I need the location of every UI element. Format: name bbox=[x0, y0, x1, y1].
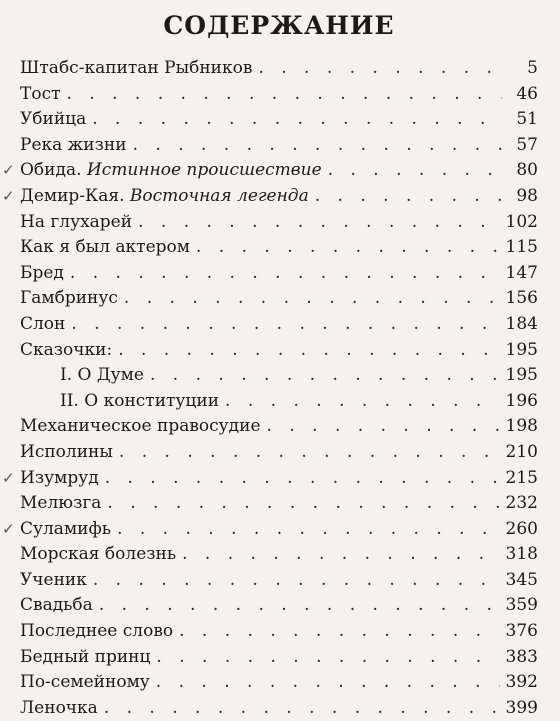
toc-entry[interactable] bbox=[20, 261, 538, 287]
dot-leader bbox=[138, 210, 499, 236]
toc-entry[interactable] bbox=[2, 158, 538, 184]
toc-entry[interactable] bbox=[20, 491, 538, 517]
dot-leader bbox=[196, 235, 500, 261]
toc-entry[interactable] bbox=[20, 286, 538, 312]
entry-title: Механическое правосудие bbox=[20, 416, 261, 437]
toc-subentry[interactable] bbox=[20, 363, 538, 389]
entry-title: Слон bbox=[20, 313, 66, 334]
toc-entry[interactable] bbox=[20, 619, 538, 645]
toc-entry[interactable] bbox=[2, 517, 538, 543]
dot-leader bbox=[99, 593, 500, 619]
page-number: 51 bbox=[516, 109, 538, 130]
toc-entry[interactable] bbox=[20, 312, 538, 338]
entry-subtitle: Восточная легенда bbox=[129, 185, 309, 206]
entry-title: Сказочки: bbox=[20, 339, 113, 360]
check-mark-icon: ✓ bbox=[2, 519, 15, 538]
entry-title: II. О конституции bbox=[60, 390, 220, 411]
dot-leader bbox=[225, 389, 500, 415]
entry-title: Изумруд bbox=[20, 467, 99, 488]
page-number: 115 bbox=[505, 237, 538, 258]
page-title: СОДЕРЖАНИЕ bbox=[163, 11, 395, 40]
dot-leader bbox=[182, 542, 499, 568]
toc-entry[interactable] bbox=[20, 645, 538, 671]
page-number: 80 bbox=[516, 160, 538, 181]
check-mark-icon: ✓ bbox=[2, 186, 15, 205]
toc-entry[interactable] bbox=[2, 184, 538, 210]
page-number: 399 bbox=[505, 697, 538, 718]
entry-title: Демир-Кая. Восточная легенда bbox=[20, 185, 309, 206]
page-number: 215 bbox=[505, 467, 538, 488]
entry-title: Бедный принц bbox=[20, 646, 151, 667]
toc-entry[interactable] bbox=[20, 414, 538, 440]
entry-title: Свадьба bbox=[20, 595, 93, 616]
page-number: 392 bbox=[505, 672, 538, 693]
toc-entry[interactable] bbox=[20, 56, 538, 82]
toc-entry[interactable] bbox=[20, 670, 538, 696]
entry-title: Леночка bbox=[20, 697, 98, 718]
dot-leader bbox=[70, 261, 500, 287]
entry-title: Река жизни bbox=[20, 134, 127, 155]
entry-title: Суламифь bbox=[20, 518, 112, 539]
entry-title: Тост bbox=[20, 83, 61, 104]
page-number: 195 bbox=[505, 339, 538, 360]
dot-leader bbox=[267, 414, 500, 440]
page-number: 345 bbox=[505, 569, 538, 590]
dot-leader bbox=[67, 82, 503, 108]
page-number: 57 bbox=[516, 134, 538, 155]
toc-entry[interactable] bbox=[20, 107, 538, 133]
entry-title: Морская болезнь bbox=[20, 544, 177, 565]
entry-title: Ученик bbox=[20, 569, 87, 590]
entry-title: Последнее слово bbox=[20, 621, 174, 642]
entry-title: Как я был актером bbox=[20, 237, 190, 258]
dot-leader bbox=[119, 440, 500, 466]
toc-entry[interactable] bbox=[20, 82, 538, 108]
page-number: 260 bbox=[505, 518, 538, 539]
dot-leader bbox=[93, 568, 500, 594]
entry-title: Бред bbox=[20, 262, 64, 283]
dot-leader bbox=[92, 107, 502, 133]
entry-title: Убийца bbox=[20, 109, 87, 130]
entry-title: Мелюзга bbox=[20, 493, 102, 514]
page-number: 376 bbox=[505, 621, 538, 642]
page-number: 232 bbox=[505, 493, 538, 514]
page-number: 383 bbox=[505, 646, 538, 667]
dot-leader bbox=[107, 491, 499, 517]
check-mark-icon: ✓ bbox=[2, 161, 15, 180]
page-number: 156 bbox=[505, 288, 538, 309]
dot-leader bbox=[315, 184, 502, 210]
toc-entry[interactable] bbox=[20, 593, 538, 619]
entry-title: Штабс-капитан Рыбников bbox=[20, 58, 253, 78]
entry-title: На глухарей bbox=[20, 211, 133, 232]
dot-leader bbox=[124, 286, 500, 312]
page-number: 102 bbox=[505, 211, 538, 232]
entry-title: По-семейному bbox=[20, 672, 150, 693]
table-of-contents bbox=[2, 56, 538, 721]
page-number: 195 bbox=[505, 365, 538, 386]
dot-leader bbox=[118, 338, 499, 364]
page-number: 98 bbox=[516, 185, 538, 206]
dot-leader bbox=[150, 363, 500, 389]
dot-leader bbox=[258, 56, 502, 82]
check-mark-icon: ✓ bbox=[2, 468, 15, 487]
page-number: 210 bbox=[505, 441, 538, 462]
dot-leader bbox=[156, 670, 500, 696]
dot-leader bbox=[328, 158, 502, 184]
toc-subentry[interactable] bbox=[20, 389, 538, 415]
dot-leader bbox=[71, 312, 499, 338]
entry-title: Исполины bbox=[20, 441, 113, 462]
toc-entry[interactable] bbox=[20, 542, 538, 568]
page-number: 184 bbox=[505, 313, 538, 334]
toc-entry[interactable] bbox=[2, 466, 538, 492]
toc-entry[interactable] bbox=[20, 133, 538, 159]
entry-title: I. О Думе bbox=[60, 365, 144, 386]
toc-entry[interactable] bbox=[20, 235, 538, 261]
entry-subtitle: Истинное происшествие bbox=[86, 160, 322, 181]
dot-leader bbox=[133, 133, 502, 159]
toc-entry[interactable] bbox=[20, 210, 538, 236]
page-number: 46 bbox=[516, 83, 538, 104]
entry-title: Гамбринус bbox=[20, 288, 118, 309]
page-number: 359 bbox=[505, 595, 538, 616]
page-number: 196 bbox=[505, 390, 538, 411]
dot-leader bbox=[156, 645, 499, 671]
toc-entry[interactable] bbox=[20, 440, 538, 466]
dot-leader bbox=[105, 466, 500, 492]
entry-title: Обида. Истинное происшествие bbox=[20, 160, 322, 181]
page-number: 198 bbox=[505, 416, 538, 437]
toc-entry[interactable] bbox=[20, 338, 538, 364]
dot-leader bbox=[117, 517, 499, 543]
page-number: 147 bbox=[505, 262, 538, 283]
page-number: 5 bbox=[527, 58, 538, 78]
page-number: 318 bbox=[505, 544, 538, 565]
toc-entry[interactable] bbox=[20, 568, 538, 594]
dot-leader bbox=[179, 619, 499, 645]
